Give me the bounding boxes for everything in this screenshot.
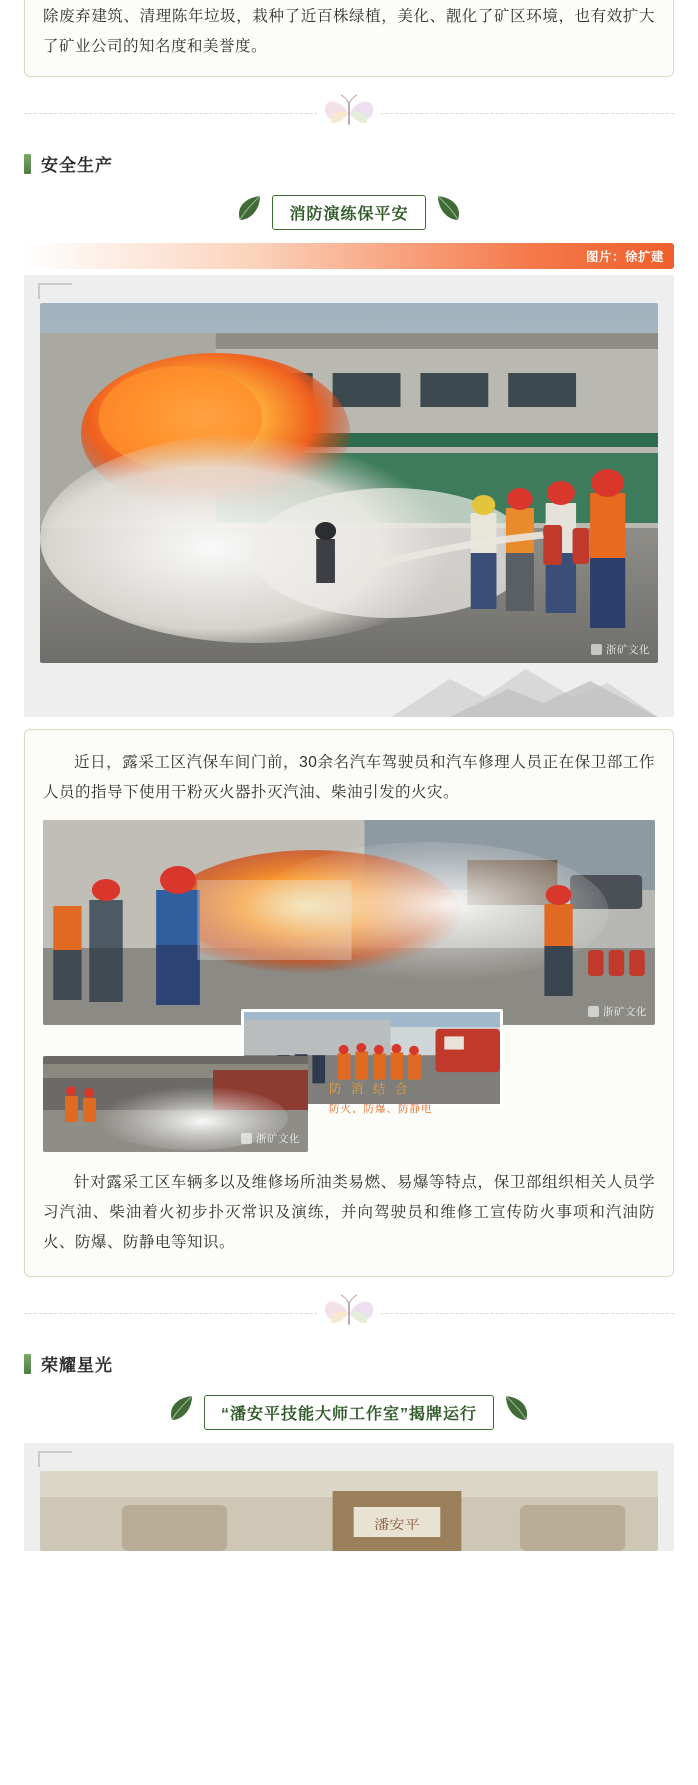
drill-photo-large xyxy=(43,820,655,1025)
section-heading-label-2: 荣耀星光 xyxy=(41,1356,113,1375)
watermark-label: 浙矿文化 xyxy=(606,644,650,656)
watermark-icon xyxy=(241,1133,252,1144)
article-title-1: 消防演练保平安 xyxy=(272,195,425,230)
leaf-left-icon xyxy=(166,1394,196,1431)
photo-credit-bar xyxy=(24,243,674,269)
intro-card xyxy=(24,0,674,77)
body-paragraph-2: 针对露采工区车辆多以及维修场所油类易燃、易爆等特点，保卫部组织相关人员学习汽油、柴油着火初步扑灭常识及演练，并向驾驶员和维修工宣传防火事项和汽油防火、防爆、防静电等知识。 xyxy=(43,1174,655,1251)
watermark-icon xyxy=(588,1006,599,1017)
watermark-label: 浙矿文化 xyxy=(603,1006,647,1018)
section-heading-honor xyxy=(24,1351,674,1376)
butterfly-icon xyxy=(317,90,381,136)
hero-photo-panel xyxy=(24,275,674,717)
leaf-right-icon xyxy=(434,194,464,231)
photo-credit-label: 图片：徐扩建 xyxy=(585,250,664,264)
leaf-right-icon xyxy=(502,1394,532,1431)
photo-watermark-2 xyxy=(588,1004,647,1019)
honor-photo xyxy=(40,1471,658,1551)
butterfly-icon xyxy=(317,1290,381,1336)
watermark-icon xyxy=(591,644,602,655)
leaf-left-icon xyxy=(234,194,264,231)
hero-photo-fire-drill xyxy=(40,303,658,663)
intro-paragraph: 除废弃建筑、清理陈年垃圾，栽种了近百株绿植，美化、靓化了矿区环境，也有效扩大了矿业公司的知名度和美誉度。 xyxy=(43,8,655,55)
mountain-decoration xyxy=(40,663,658,717)
article-body-card xyxy=(24,729,674,1277)
photo-collage xyxy=(43,1056,655,1152)
collage-tagline xyxy=(329,1079,433,1116)
watermark-label: 浙矿文化 xyxy=(256,1133,300,1145)
article-title-block-1 xyxy=(24,194,674,231)
section-heading-safety xyxy=(24,151,674,176)
collage-tagline-sub: 防火、防爆、防静电 xyxy=(329,1103,433,1115)
body-paragraph-1: 近日，露采工区汽保车间门前，30余名汽车驾驶员和汽车修理人员正在保卫部工作人员的指导下使用干粉灭火器扑灭汽油、柴油引发的火灾。 xyxy=(43,754,655,801)
honor-photo-panel xyxy=(24,1443,674,1551)
photo-watermark-3 xyxy=(241,1131,300,1146)
svg-text:潘安平: 潘安平 xyxy=(374,1517,420,1532)
section-bar-icon xyxy=(24,1354,31,1374)
section-bar-icon xyxy=(24,154,31,174)
frame-corner-icon xyxy=(38,1451,72,1467)
frame-corner-icon xyxy=(38,283,72,299)
article-title-block-2 xyxy=(24,1394,674,1431)
butterfly-divider-1 xyxy=(24,85,674,141)
article-title-2: “潘安平技能大师工作室”揭牌运行 xyxy=(204,1395,494,1430)
photo-watermark xyxy=(591,642,650,657)
drill-photo-smoke xyxy=(43,1056,308,1152)
butterfly-divider-2 xyxy=(24,1285,674,1341)
collage-tagline-main: 防 消 结 合 xyxy=(329,1082,411,1096)
section-heading-label: 安全生产 xyxy=(41,156,113,175)
